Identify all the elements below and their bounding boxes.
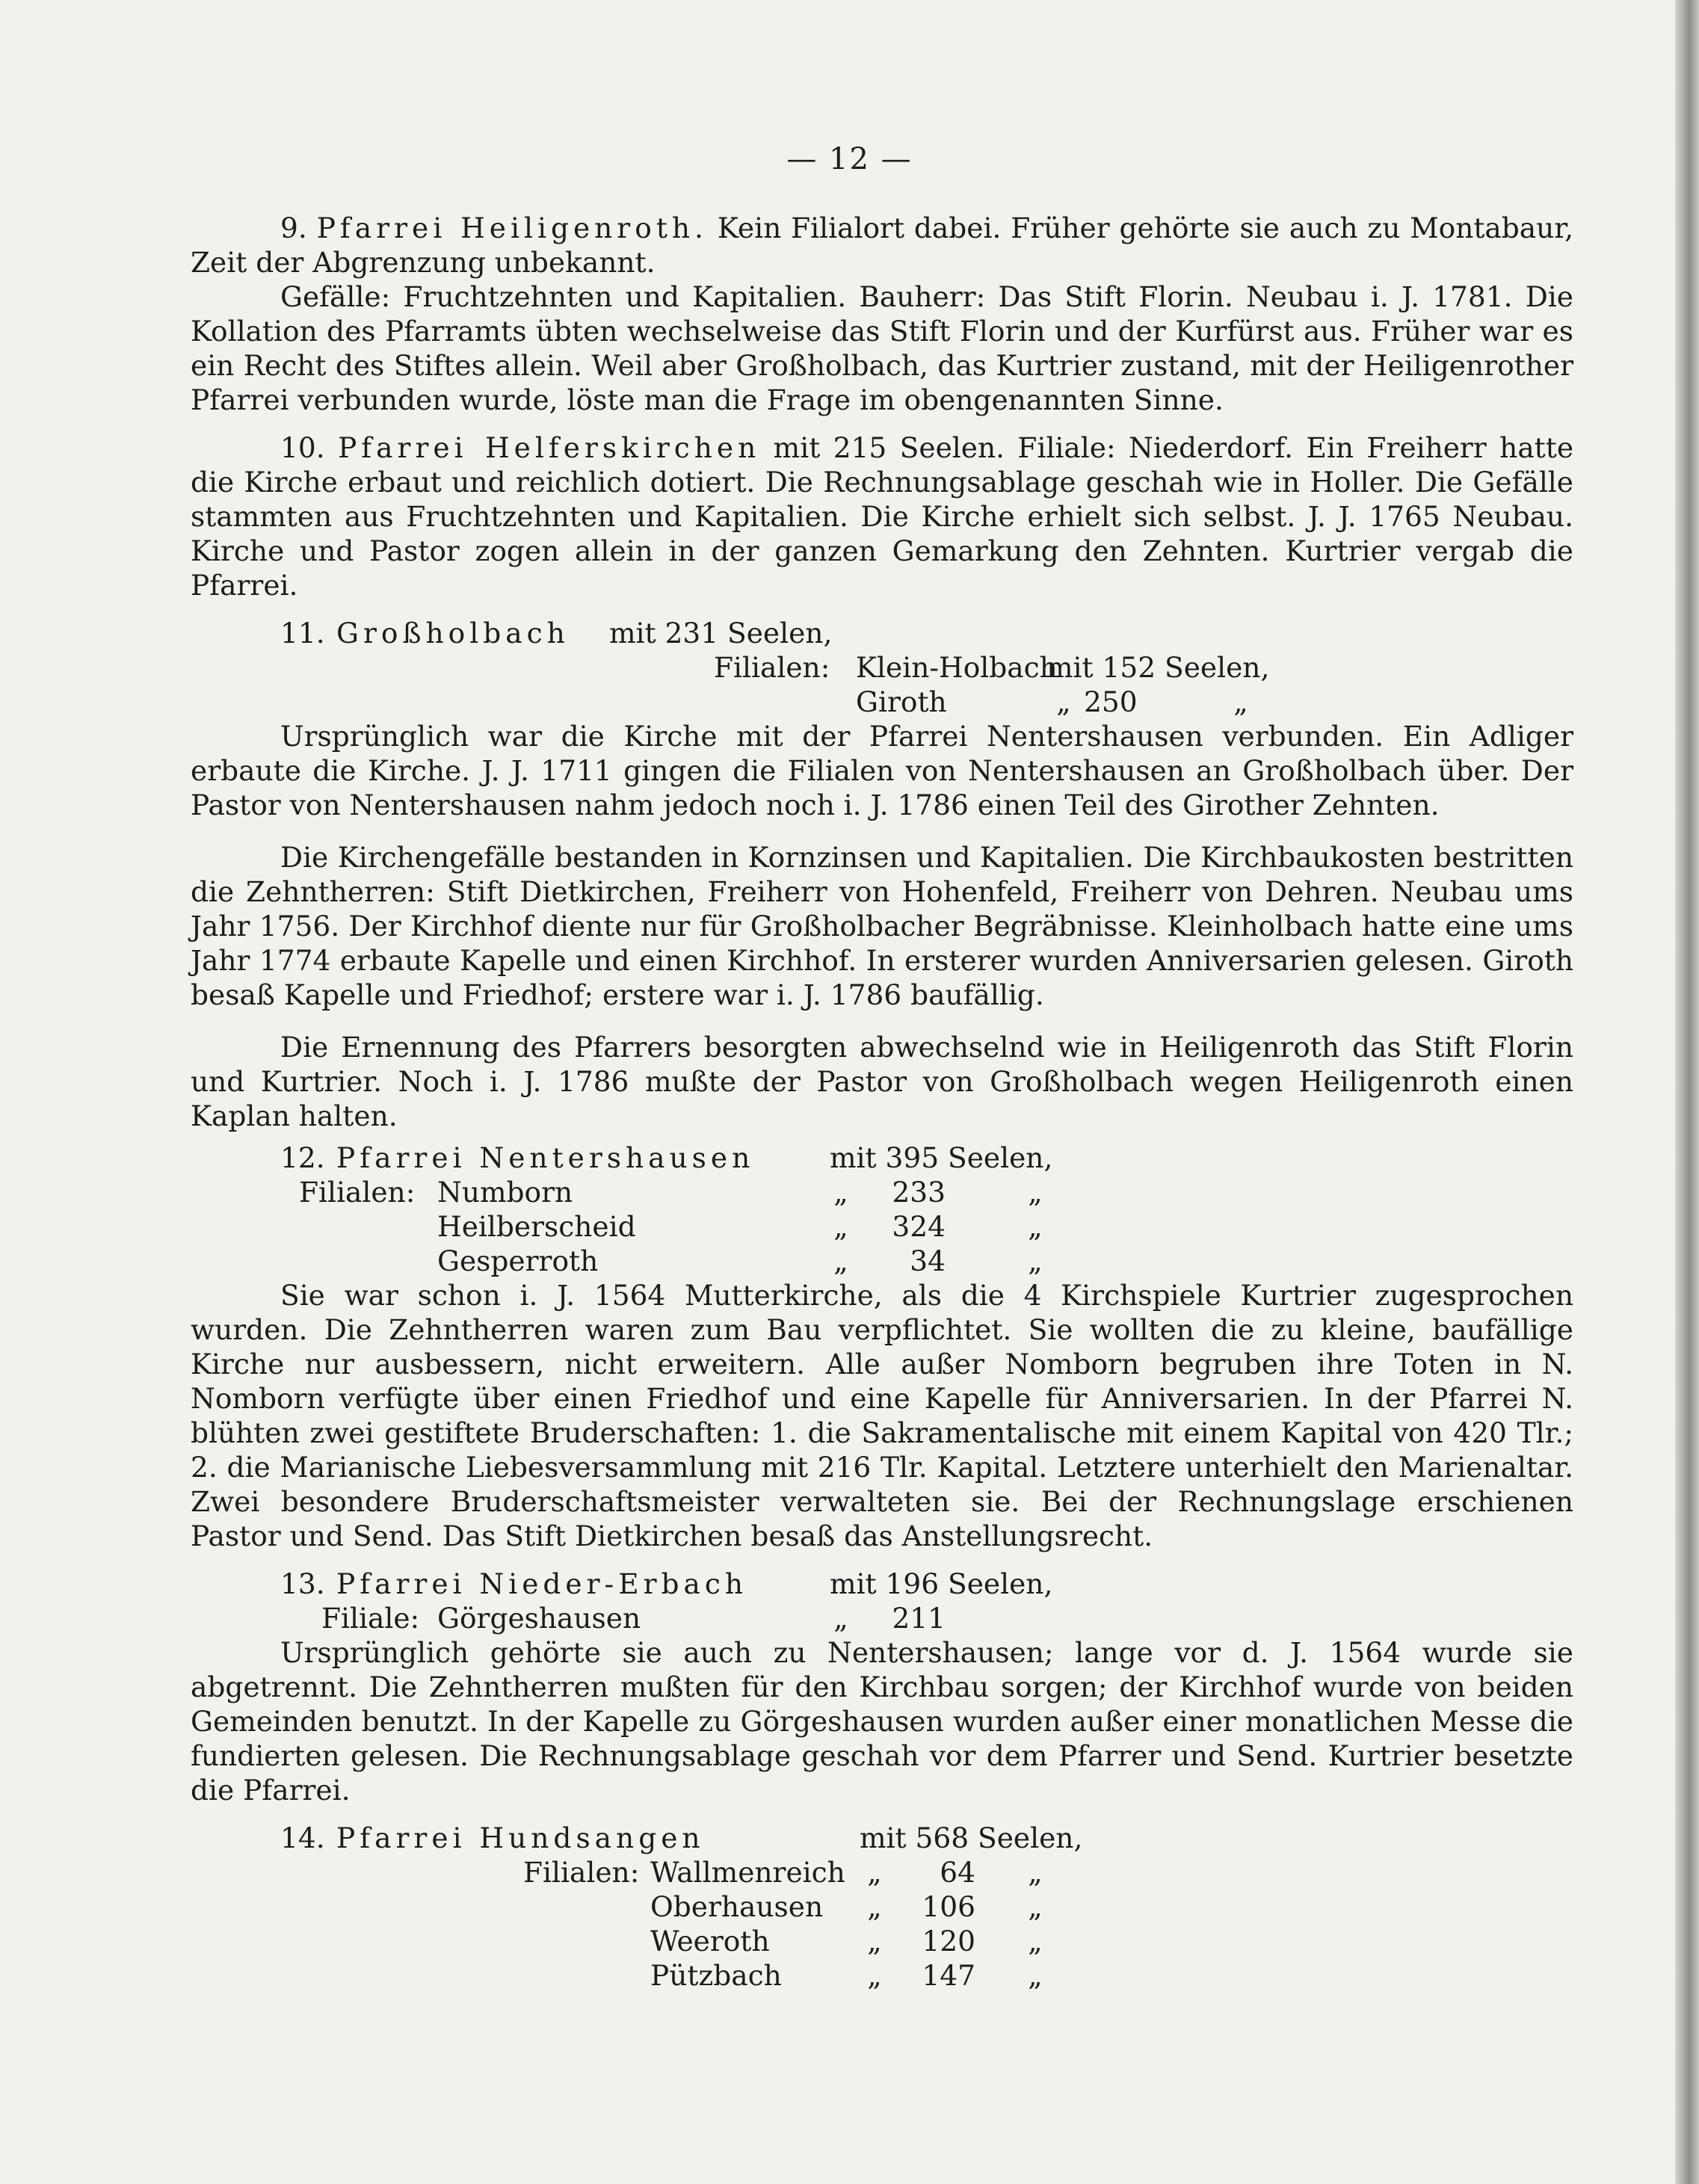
paragraph-text: mit 215 Seelen. Filiale: Niederdorf. Ein Freiherr hatte die Kirche erbaut und reichlich dotiert. Die Rechnungsablage geschah wie in Holler. Die Gefälle stammten aus Fruchtzehnten und Kapitalien. Die Kirche erhielt sich selbst. J. J. 1765 Neubau. Kirche und Pastor zogen allein in der ganzen Gemarkung den Zehnten. Kurtrier vergab die Pfarrei. [191, 431, 1574, 602]
souls-count: 324 [892, 1210, 946, 1243]
filial-name: Pützbach [650, 1959, 782, 1992]
section-number: 13. [280, 1567, 325, 1600]
filial-name: Numborn [437, 1176, 573, 1209]
paragraph-text: Ursprünglich gehörte sie auch zu Nentershausen; lange vor d. J. 1564 wurde sie abgetrennt. Die Zehntherren mußten für den Kirchbau sorgen; der Kirchhof wurde von beiden Gemeinden benutzt. In der Kapelle zu Görgeshausen wurden außer einer monatlichen Messe die fundierten gelesen. Die Rechnungsablage geschah vor dem Pfarrer und Send. Kurtrier besetzte die Pfarrei. [191, 1636, 1573, 1807]
ditto-mark: „ [1056, 685, 1071, 718]
ditto-mark: „ [1233, 685, 1248, 718]
filial-row [191, 1855, 1573, 1890]
filial-name: Görgeshausen [437, 1602, 641, 1635]
section-number: 11. [280, 617, 325, 650]
paragraph-helferskirchen [191, 431, 1573, 602]
filial-label: Filialen: [299, 1176, 416, 1209]
parish-name: Großholbach [336, 617, 570, 650]
filial-row [191, 1175, 1573, 1209]
parish-header-row [191, 1821, 1573, 1855]
ditto-mark: „ [833, 1244, 848, 1277]
souls-count: 120 [922, 1925, 975, 1958]
ditto-mark: „ [1028, 1959, 1043, 1992]
paragraph-text: Die Kirchengefälle bestanden in Kornzinsen und Kapitalien. Die Kirchbaukosten bestritten die Zehntherren: Stift Dietkirchen, Freiherr von Hohenfeld, Freiherr von Dehren. Neubau ums Jahr 1756. Der Kirchhof diente nur für Großholbacher Begräbnisse. Kleinholbach hatte eine ums Jahr 1774 erbaute Kapelle und einen Kirchhof. In ersterer wurden Anniversarien gelesen. Giroth besaß Kapelle und Friedhof; erstere war i. J. 1786 baufällig. [191, 841, 1573, 1011]
ditto-mark: „ [833, 1602, 848, 1635]
parish-header-row [191, 1141, 1573, 1175]
filial-row [191, 650, 1573, 685]
filial-label: Filiale: [321, 1602, 420, 1635]
section-number: 9. [280, 212, 307, 244]
paragraph-text: Sie war schon i. J. 1564 Mutterkirche, als die 4 Kirchspiele Kurtrier zugesprochen wurden. Die Zehntherren waren zum Bau verpflichtet. Sie wollten die zu kleine, baufällige Kirche nur ausbessern, nicht erweitern. Alle außer Nomborn begruben ihre Toten in N. Nomborn verfügte über einen Friedhof und eine Kapelle für Anniversarien. In der Pfarrei N. blühten zwei gestiftete Bruderschaften: 1. die Sakramentalische mit einem Kapital von 420 Tlr.; 2. die Marianische Liebesversammlung mit 216 Tlr. Kapital. Letztere unterhielt den Marienaltar. Zwei besondere Bruderschaftsmeister verwalteten sie. Bei der Rechnungslage erschienen Pastor und Send. Das Stift Dietkirchen besaß das Anstellungsrecht. [191, 1279, 1573, 1552]
filial-name: Giroth [856, 685, 947, 718]
filial-name: Heilberscheid [437, 1210, 636, 1243]
section-number: 10. [280, 431, 325, 464]
souls-count: 250 [1084, 685, 1138, 718]
parish-header-row [191, 1567, 1573, 1601]
section-number: 14. [280, 1821, 325, 1854]
ditto-mark: „ [1028, 1210, 1043, 1243]
filial-name: Weeroth [650, 1925, 770, 1958]
parish-name: Pfarrei Nieder-Erbach [336, 1567, 748, 1600]
section-number: 12. [280, 1141, 325, 1174]
filial-row [191, 1601, 1573, 1635]
paragraph-heiligenroth [191, 211, 1573, 280]
souls-count: 211 [892, 1602, 946, 1635]
ditto-mark: „ [833, 1176, 848, 1209]
filial-row [191, 1244, 1573, 1278]
parish-name: Pfarrei Nentershausen [336, 1141, 755, 1174]
parish-name: Pfarrei Hundsangen [336, 1821, 705, 1854]
ditto-mark: „ [833, 1210, 848, 1243]
filial-row [191, 1890, 1573, 1924]
filial-name: Wallmenreich [650, 1856, 845, 1889]
souls-count: mit 568 Seelen, [860, 1821, 1083, 1854]
filial-name: Oberhausen [650, 1890, 824, 1923]
filial-row [191, 685, 1573, 719]
ditto-mark: „ [867, 1856, 882, 1889]
souls-count: 106 [922, 1890, 975, 1923]
ditto-mark: „ [1028, 1176, 1043, 1209]
page-body [191, 211, 1573, 1993]
ditto-mark: „ [1028, 1856, 1043, 1889]
page-edge-shadow [1675, 0, 1699, 2184]
souls-count: mit 231 Seelen, [609, 617, 833, 650]
filial-label: Filialen: [714, 651, 830, 684]
souls-count: 147 [922, 1959, 975, 1992]
souls-count: mit 395 Seelen, [830, 1141, 1053, 1174]
filial-row [191, 1924, 1573, 1958]
filial-row [191, 1958, 1573, 1993]
paragraph-text: Kein Filialort dabei. Früher gehörte sie auch zu Montabaur, Zeit der Abgrenzung unbekannt. [191, 212, 1574, 279]
ditto-mark: „ [867, 1959, 882, 1992]
souls-count: 233 [892, 1176, 946, 1209]
parish-header-row [191, 616, 1573, 650]
ditto-mark: „ [867, 1890, 882, 1923]
parish-name: Pfarrei Heiligenroth. [316, 212, 708, 244]
ditto-mark: „ [867, 1925, 882, 1958]
souls-count: 34 [910, 1244, 946, 1277]
souls-count: mit 196 Seelen, [830, 1567, 1053, 1600]
paragraph-text: Die Ernennung des Pfarrers besorgten abwechselnd wie in Heiligenroth das Stift Florin und Kurtrier. Noch i. J. 1786 mußte der Pastor von Großholbach wegen Heiligenroth einen Kaplan halten. [191, 1031, 1573, 1132]
paragraph-text: Gefälle: Fruchtzehnten und Kapitalien. Bauherr: Das Stift Florin. Neubau i. J. 1781. Die Kollation des Pfarramts übten wechselweise das Stift Florin und der Kurfürst aus. Früher war es ein Recht des Stiftes allein. Weil aber Großholbach, das Kurtrier zustand, mit der Heiligenrother Pfarrei verbunden wurde, löste man die Frage im obengenannten Sinne. [191, 280, 1573, 416]
souls-count: mit 152 Seelen, [1046, 651, 1270, 684]
paragraph-text: Ursprünglich war die Kirche mit der Pfarrei Nentershausen verbunden. Ein Adliger erbaute die Kirche. J. J. 1711 gingen die Filialen von Nentershausen an Großholbach über. Der Pastor von Nentershausen nahm jedoch noch i. J. 1786 einen Teil des Girother Zehnten. [191, 720, 1573, 821]
filial-name: Klein-Holbach [856, 651, 1058, 684]
parish-name: Pfarrei Helferskirchen [338, 431, 761, 464]
ditto-mark: „ [1028, 1244, 1043, 1277]
ditto-mark: „ [1028, 1890, 1043, 1923]
filial-label: Filialen: [523, 1856, 640, 1889]
page-number: — 12 — [786, 142, 913, 176]
filial-name: Gesperroth [437, 1244, 599, 1277]
filial-row [191, 1209, 1573, 1244]
ditto-mark: „ [1028, 1925, 1043, 1958]
souls-count: 64 [940, 1856, 975, 1889]
